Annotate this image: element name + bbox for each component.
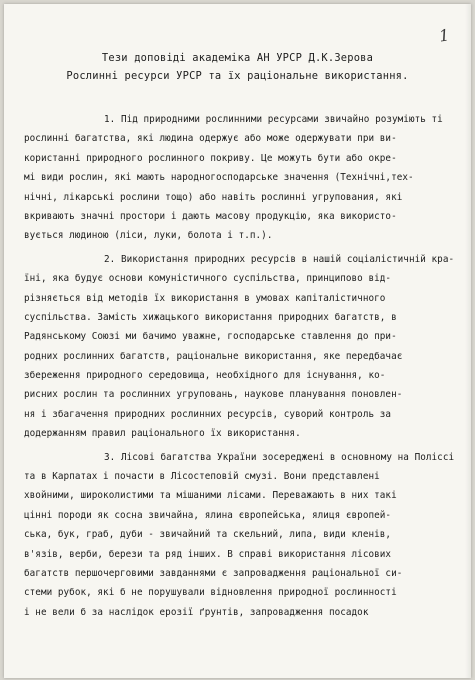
paragraph-line: рослинні багатства, які людина одержує або може одержувати при ви- — [24, 133, 397, 145]
paragraph-line: родних рослинних багатств, раціональне використання, яке передбачає — [24, 350, 403, 362]
paragraph-line: та в Карпатах і почасти в Лісостеповій смузі. Вони представлені — [24, 471, 380, 483]
document-body — [24, 110, 454, 622]
paragraph-line: нічні, лікарські рослини тощо) або навіть рослинні угрупования, які — [24, 191, 403, 203]
paragraph-line: багатств першочерговими завданнями є запровадження раціональної си- — [24, 567, 403, 579]
paragraph-line: користанні природного рослинного покриву. Це можуть бути або окре- — [24, 152, 397, 164]
paragraph — [24, 110, 454, 246]
paragraph-line: стеми рубок, які б не порушували відновлення природної рослинності — [24, 587, 397, 599]
paragraph-line: мі види рослин, які мають народногосподарське значення (Технічні,тех- — [24, 172, 414, 184]
paragraph-line: 2. Використання природних ресурсів в нашій соціалістичній кра- — [104, 253, 454, 265]
paragraph-line: ня і збагачення природних рослинних ресурсів, суворий контроль за — [24, 408, 392, 420]
paragraph-line: додержанням правил раціонального їх використання. — [24, 428, 301, 440]
paragraph-line: їні, яка будує основи комуністичного суспільства, принципово від- — [24, 273, 392, 285]
paragraph-line: і не вели б за наслідок ерозії ґрунтів, запровадження посадок — [24, 606, 369, 618]
paragraph — [24, 250, 454, 444]
paragraph-line: хвойними, широколистими та мішаними лісами. Переважають в них такі — [24, 490, 397, 502]
paragraph-line: Радянському Союзі ми бачимо уважне, господарське ставлення до при- — [24, 331, 397, 343]
document-heading-author: Тези доповіді академіка АН УРСР Д.К.Зерова — [101, 52, 374, 64]
paragraph-line: цінні породи як сосна звичайна, ялина європейська, ялиця європей- — [24, 509, 392, 521]
paragraph-line: вується людиною (ліси, луки, болота і т.п.). — [24, 230, 273, 242]
paragraph-line: суспільства. Замість хижацького використання природних багатств, в — [24, 311, 397, 323]
paragraph — [24, 448, 454, 623]
document-heading-title: Рослинні ресурси УРСР та їх раціональне використання. — [66, 70, 409, 82]
paragraph-line: збереження природного середовища, необхідного для існування, ко- — [24, 370, 386, 382]
paragraph-line: різняється від методів їх використання в умовах капіталістичного — [24, 292, 386, 304]
paragraph-line: в'язів, верби, берези та ряд інших. В справі використання лісових — [24, 548, 392, 560]
paragraph-line: вкривають значні простори і дають масову продукцію, яка використо- — [24, 210, 397, 222]
paragraph-line: ська, бук, граб, дуби - звичайний та скельний, липа, види кленів, — [24, 529, 392, 541]
page-number: 1 — [437, 25, 451, 46]
document-page — [4, 4, 471, 678]
paragraph-line: 3. Лісові багатства України зосереджені в основному на Поліссі — [104, 451, 454, 463]
paragraph-line: рисних рослин та рослинних угруповань, наукове планування поновлен- — [24, 389, 403, 401]
paragraph-line: 1. Під природними рослинними ресурсами звичайно розуміють ті — [104, 114, 443, 125]
page-edge-shadow — [465, 4, 471, 678]
